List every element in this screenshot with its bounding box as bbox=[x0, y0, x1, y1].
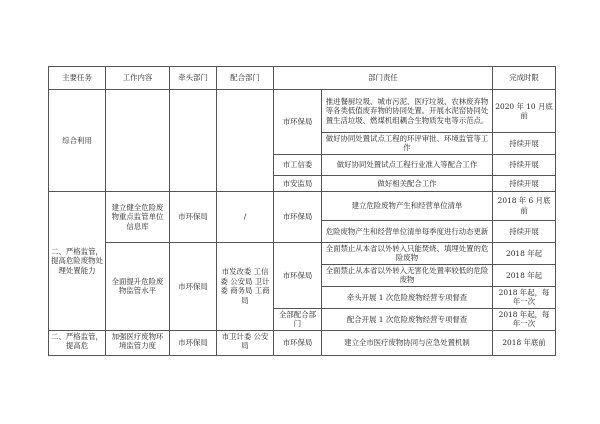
coop-cell: 市发改委 工信委 公安局 卫计委 商务局 工商局 bbox=[217, 242, 274, 330]
deadline-cell: 2020 年 10 月底前 bbox=[493, 90, 556, 133]
deadline-cell: 2018 年起 bbox=[493, 242, 556, 264]
deadline-cell: 2018 年起 bbox=[493, 264, 556, 286]
resp-cell: 做好协同处置试点工程的环评审批、环境监管等工作 bbox=[322, 133, 493, 155]
content-cell: 建立健全危险废物重点监管单位信息库 bbox=[106, 191, 170, 242]
deadline-cell: 2018 年起，每年一次 bbox=[493, 308, 556, 330]
dept-cell: 市安监局 bbox=[274, 175, 322, 191]
task-cell: 综合利用 bbox=[49, 90, 106, 192]
task-cell bbox=[49, 330, 106, 355]
header-task: 主要任务 bbox=[49, 67, 106, 90]
deadline-cell: 2018 年起，每年一次 bbox=[493, 286, 556, 308]
lead-cell bbox=[170, 90, 217, 192]
deadline-cell: 持续开展 bbox=[493, 220, 556, 242]
resp-cell: 建立危险废物产生和经营单位清单 bbox=[322, 191, 493, 220]
coop-text: 市卫计委 公安局 bbox=[221, 331, 269, 351]
coop-cell bbox=[217, 330, 274, 355]
dept-cell: 市环保局 bbox=[274, 242, 322, 308]
table-row bbox=[49, 90, 556, 133]
deadline-cell: 持续开展 bbox=[493, 154, 556, 175]
resp-cell: 全面禁止从本省以外转入只能焚烧、填埋处置的危险废物 bbox=[322, 242, 493, 264]
table-row bbox=[49, 330, 556, 355]
dept-cell: 市环保局 bbox=[274, 330, 322, 355]
resp-cell: 牵头开展 1 次危险废物经营专项督查 bbox=[322, 286, 493, 308]
table-header-row bbox=[49, 67, 556, 90]
dept-cell: 市工信委 bbox=[274, 154, 322, 175]
resp-cell: 做好相关配合工作 bbox=[322, 175, 493, 191]
content-cell bbox=[106, 330, 170, 355]
dept-cell: 市环保局 bbox=[274, 90, 322, 155]
lead-cell: 市环保局 bbox=[170, 242, 217, 330]
resp-cell: 全面禁止从本省以外转入无害化处置率较低的危险废物 bbox=[322, 264, 493, 286]
task-text: 二、严格监管，提高危 bbox=[51, 331, 103, 351]
resp-cell: 危险废物产生和经营单位清单每季度进行动态更新 bbox=[322, 220, 493, 242]
dept-cell: 市环保局 bbox=[274, 191, 322, 242]
lead-cell: 市环保局 bbox=[170, 330, 217, 355]
coop-cell: / bbox=[217, 191, 274, 242]
deadline-cell: 2018 年底前 bbox=[493, 330, 556, 355]
header-content: 工作内容 bbox=[106, 67, 170, 90]
resp-cell: 建立全市医疗废物协同与应急处置机制 bbox=[322, 330, 493, 355]
header-resp: 部门责任 bbox=[274, 67, 493, 90]
header-deadline: 完成时限 bbox=[493, 67, 556, 90]
lead-cell: 市环保局 bbox=[170, 191, 217, 242]
deadline-cell: 持续开展 bbox=[493, 133, 556, 155]
content-cell: 全面提升危险废物监管水平 bbox=[106, 242, 170, 330]
table-row bbox=[49, 191, 556, 220]
header-lead: 牵头部门 bbox=[170, 67, 217, 90]
content-text: 加强医疗废物环境监管力度 bbox=[111, 331, 164, 351]
task-responsibility-table bbox=[48, 66, 556, 356]
resp-cell: 配合开展 1 次危险废物经营专项督查 bbox=[322, 308, 493, 330]
resp-cell: 做好协同处置试点工程行业准入等配合工作 bbox=[322, 154, 493, 175]
header-coop: 配合部门 bbox=[217, 67, 274, 90]
resp-cell: 推进餐厨垃圾、城市污泥、医疗垃圾、农林废弃物等各类低值废弃物的协同处置。开展水泥窑协同处置生活垃圾、燃煤机组耦合生物质发电等示范点。 bbox=[322, 90, 493, 133]
coop-cell bbox=[217, 90, 274, 192]
dept-cell: 全部配合部门 bbox=[274, 308, 322, 330]
task-cell: 二、严格监管，提高危险废物处理处置能力 bbox=[49, 191, 106, 330]
deadline-cell: 2018 年 6 月底前 bbox=[493, 191, 556, 220]
deadline-cell: 持续开展 bbox=[493, 175, 556, 191]
content-cell bbox=[106, 90, 170, 192]
table-row bbox=[49, 242, 556, 264]
